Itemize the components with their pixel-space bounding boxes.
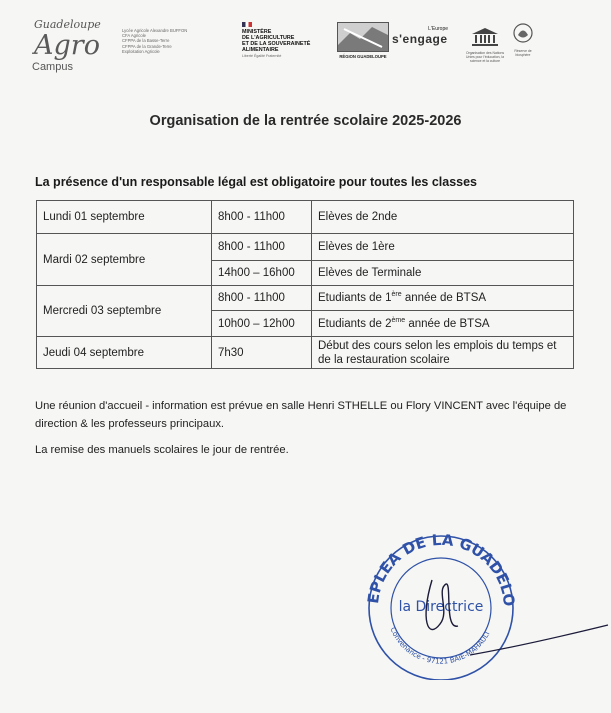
group-cell [312,286,574,311]
europe-wordmark: s'engage [392,32,448,46]
day-cell: Jeudi 04 septembre [37,337,212,369]
biosphere-caption: Réserve de biosphère [514,49,532,57]
group-line: Début des cours selon les emplois du temps et [318,339,557,352]
group-cell: Elèves de Terminale [312,261,574,286]
flag-icon [242,22,252,27]
agro-campus-logo [28,14,118,74]
attendance-notice: La présence d'un responsable légal est obligatoire pour toutes les classes [35,175,478,189]
stamp-bottom-text: Convenance - 97121 BAIE-MAHAULT [388,626,492,666]
day-cell: Mardi 02 septembre [37,234,212,286]
region-emblem-icon [337,22,389,52]
group-cell [312,311,574,337]
group-text: année de BTSA [405,317,490,330]
biosphere-icon [512,22,534,44]
table-row [37,234,574,261]
stamp-center-text: la Directrice [398,599,484,615]
ministry-line: ET DE LA SOUVERAINETÉ [242,41,311,47]
institution-line: CFPPA de la Basse-Terre [122,38,170,44]
logo-script: Guadeloupe [34,18,101,31]
group-text: Etudiants de 2 [318,317,392,330]
unesco-logo [464,28,506,63]
unesco-caption: Organisation des Nations Unies pour l'éducation, la science et la culture [465,51,505,63]
institution-line: Lycée Agricole Alexandre BUFFON [122,28,188,33]
group-cell: Elèves de 1ère [312,234,574,261]
day-cell: Lundi 01 septembre [37,201,212,234]
time-cell: 8h00 - 11h00 [212,201,312,234]
group-text: année de BTSA [401,292,487,304]
ministry-line: ALIMENTAIRE [242,47,279,53]
stamp-seal-signature [340,520,610,680]
ministry-line: DE L'AGRICULTURE [242,35,295,41]
biosphere-logo [508,22,538,57]
time-cell: 10h00 – 12h00 [212,311,312,337]
ministry-logo [242,22,334,58]
time-cell: 7h30 [212,337,312,369]
group-cell [312,337,574,369]
group-cell: Elèves de 2nde [312,201,574,234]
ministry-motto: Liberté Égalité Fraternité [242,54,282,58]
welcome-meeting-paragraph: Une réunion d'accueil - information est prévue en salle Henri STHELLE ou Flory VINCENT avec l'équipe de direction & les professeurs principaux. [35,400,567,430]
group-text: Etudiants de 1 [318,292,392,304]
schedule-table [36,200,574,369]
group-line: de la restauration scolaire [318,353,450,366]
temple-icon [472,28,498,46]
time-cell: 14h00 – 16h00 [212,261,312,286]
europe-label: L'Europe [428,26,448,32]
textbooks-paragraph: La remise des manuels scolaires le jour de rentrée. [35,444,289,456]
official-stamp [340,520,610,680]
time-cell: 8h00 - 11h00 [212,286,312,311]
stamp-ring-text: EPLEA DE LA GUADELO [364,530,519,608]
day-cell: Mercredi 03 septembre [37,286,212,337]
institution-line: Exploitation Agricole [122,48,160,54]
table-row [37,286,574,311]
region-caption: RÉGION GUADELOUPE [339,54,387,59]
region-logo [337,22,389,66]
letterhead [0,0,611,80]
institution-list [122,28,187,54]
table-row [37,337,574,369]
time-cell: 8h00 - 11h00 [212,234,312,261]
table-row [37,201,574,234]
logo-sub: Campus [32,61,73,73]
page-title: Organisation de la rentrée scolaire 2025-2026 [149,113,462,129]
ordinal-suffix: ère [391,291,402,299]
agro-campus-logo-graphic [28,14,118,74]
ministry-line: MINISTÈRE [242,29,272,35]
institution-line: CFA Agricole [122,33,146,39]
logo-wordmark: Agro [34,30,100,61]
institution-line: CFPPA de la Grande-Terre [122,43,172,49]
europe-logo [392,26,454,46]
ordinal-suffix: ème [391,316,406,324]
